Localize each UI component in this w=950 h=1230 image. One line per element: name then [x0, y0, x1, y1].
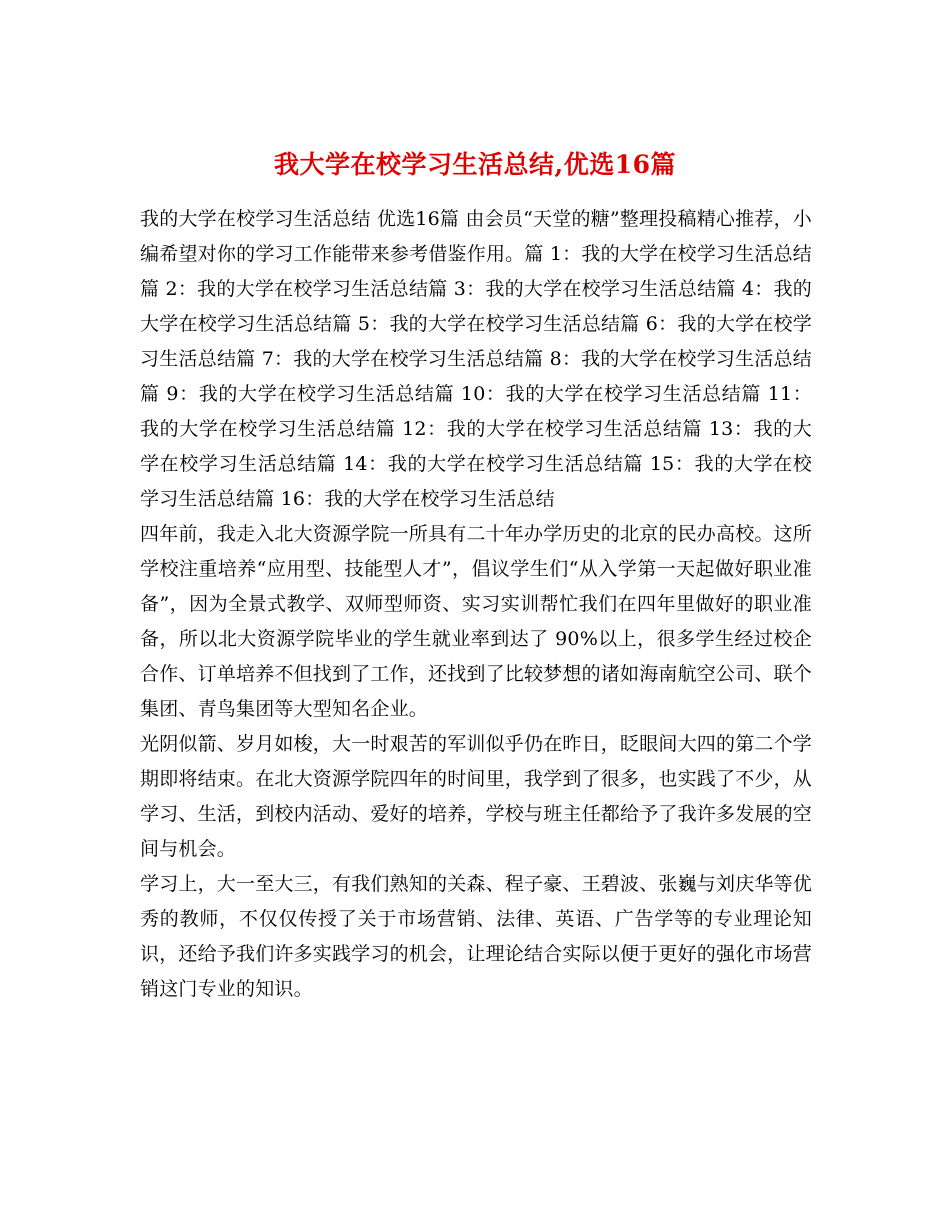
- document-body: [140, 202, 812, 1007]
- paragraph-school: 四年前，我走入北大资源学院一所具有二十年办学历史的北京的民办高校。这所学校注重培养“应用型、技能型人才”，倡议学生们“从入学第一天起做好职业准备”，因为全景式教学、双师型师资、实习实训帮忙我们在四年里做好的职业准备，所以北大资源学院毕业的学生就业率到达了 90%以上，很多学生经过校企合作、订单培养不但找到了工作，还找到了比较梦想的诸如海南航空公司、联个集团、青鸟集团等大型知名企业。: [140, 523, 813, 720]
- intro-paragraph: 我的大学在校学习生活总结 优选16篇 由会员“天堂的糖”整理投稿精心推荐，小编希望对你的学习工作能带来参考借鉴作用。篇 1：我的大学在校学习生活总结篇 2：我的大学在校学习生活总结篇 3：我的大学在校学习生活总结篇 4：我的大学在校学习生活总结篇 5：我的大学在校学习生活总结篇 6：我的大学在校学习生活总结篇 7：我的大学在校学习生活总结篇 8：我的大学在校学习生活总结篇 9：我的大学在校学习生活总结篇 10：我的大学在校学习生活总结篇 11：我的大学在校学习生活总结篇 12：我的大学在校学习生活总结篇 13：我的大学在校学习生活总结篇 14：我的大学在校学习生活总结篇 15：我的大学在校学习生活总结篇 16：我的大学在校学习生活总结: [140, 208, 812, 510]
- document-title: 我大学在校学习生活总结,优选16篇: [274, 149, 676, 179]
- paragraph-time: 光阴似箭、岁月如梭，大一时艰苦的军训似乎仍在昨日，眨眼间大四的第二个学期即将结束。在北大资源学院四年的时间里，我学到了很多，也实践了不少，从学习、生活，到校内活动、爱好的培养，学校与班主任都给予了我许多发展的空间与机会。: [140, 733, 813, 860]
- paragraph-study: 学习上，大一至大三，有我们熟知的关森、程子豪、王碧波、张巍与刘庆华等优秀的教师，不仅仅传授了关于市场营销、法律、英语、广告学等的专业理论知识，还给予我们许多实践学习的机会，让理论结合实际以便于更好的强化市场营销这门专业的知识。: [140, 873, 813, 1000]
